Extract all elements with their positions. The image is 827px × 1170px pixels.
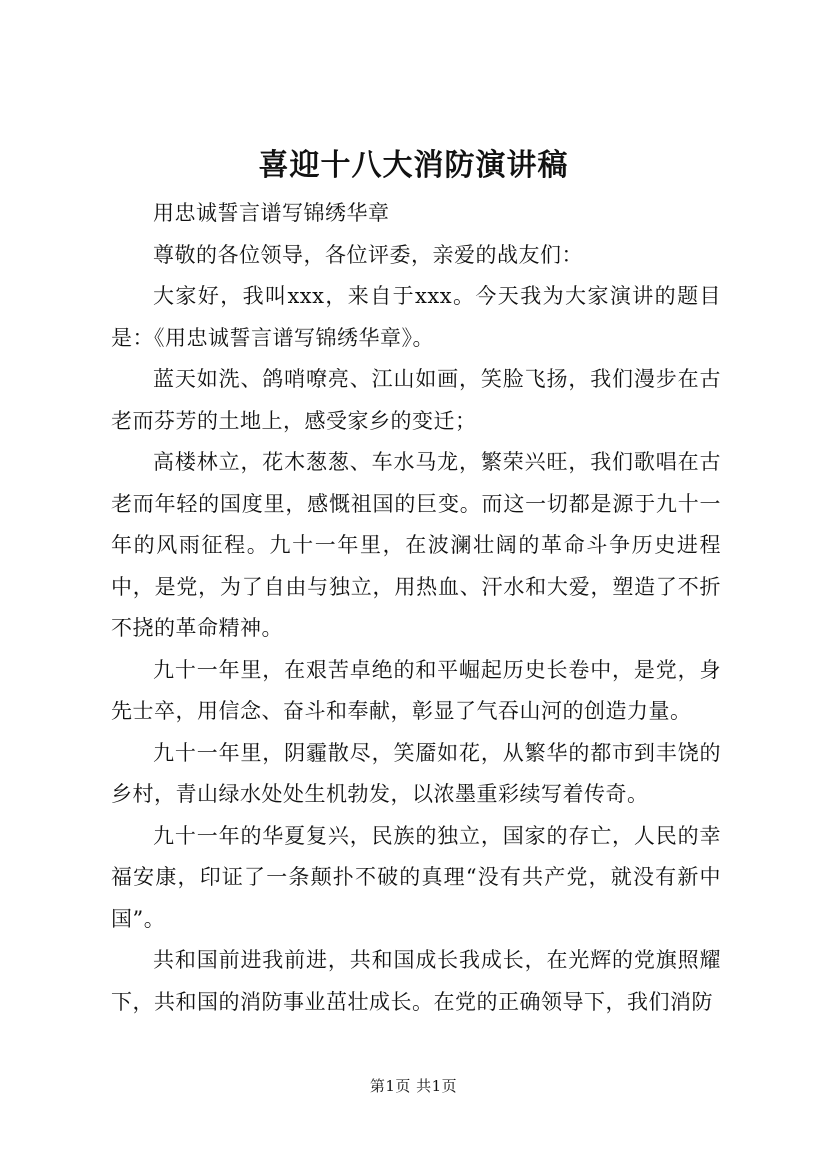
paragraph: 蓝天如洗、鸽哨嘹亮、江山如画，笑脸飞扬，我们漫步在古老而芬芳的土地上，感受家乡的变迁； — [111, 367, 721, 433]
paragraph: 大家好，我叫xxx，来自于xxx。今天我为大家演讲的题目是：《用忠诚誓言谱写锦绣华章》。 — [111, 284, 721, 350]
page-number-footer: 第1页 共1页 — [369, 1077, 458, 1095]
paragraph: 九十一年里，阴霾散尽，笑靥如花，从繁华的都市到丰饶的乡村，青山绿水处处生机勃发，以浓墨重彩续写着传奇。 — [111, 740, 721, 806]
paragraph: 高楼林立，花木葱葱、车水马龙，繁荣兴旺，我们歌唱在古老而年轻的国度里，感慨祖国的巨变。而这一切都是源于九十一年的风雨征程。九十一年里，在波澜壮阔的革命斗争历史进程中，是党，为了自由与独立，用热血、汗水和大爱，塑造了不折不挠的革命精神。 — [111, 450, 721, 640]
paragraph-subtitle: 用忠诚誓言谱写锦绣华章 — [153, 201, 390, 225]
document-body — [111, 193, 721, 1023]
paragraph-salutation: 尊敬的各位领导，各位评委，亲爱的战友们： — [153, 242, 583, 267]
paragraph: 九十一年的华夏复兴，民族的独立，国家的存亡，人民的幸福安康，印证了一条颠扑不破的真理“没有共产党，就没有新中国”。 — [111, 823, 721, 931]
paragraph: 九十一年里，在艰苦卓绝的和平崛起历史长卷中，是党，身先士卒，用信念、奋斗和奉献，彰显了气吞山河的创造力量。 — [111, 657, 721, 723]
paragraph: 共和国前进我前进，共和国成长我成长，在光辉的党旗照耀下，共和国的消防事业茁壮成长。在党的正确领导下，我们消防 — [111, 948, 721, 1014]
document-title: 喜迎十八大消防演讲稿 — [258, 148, 569, 183]
